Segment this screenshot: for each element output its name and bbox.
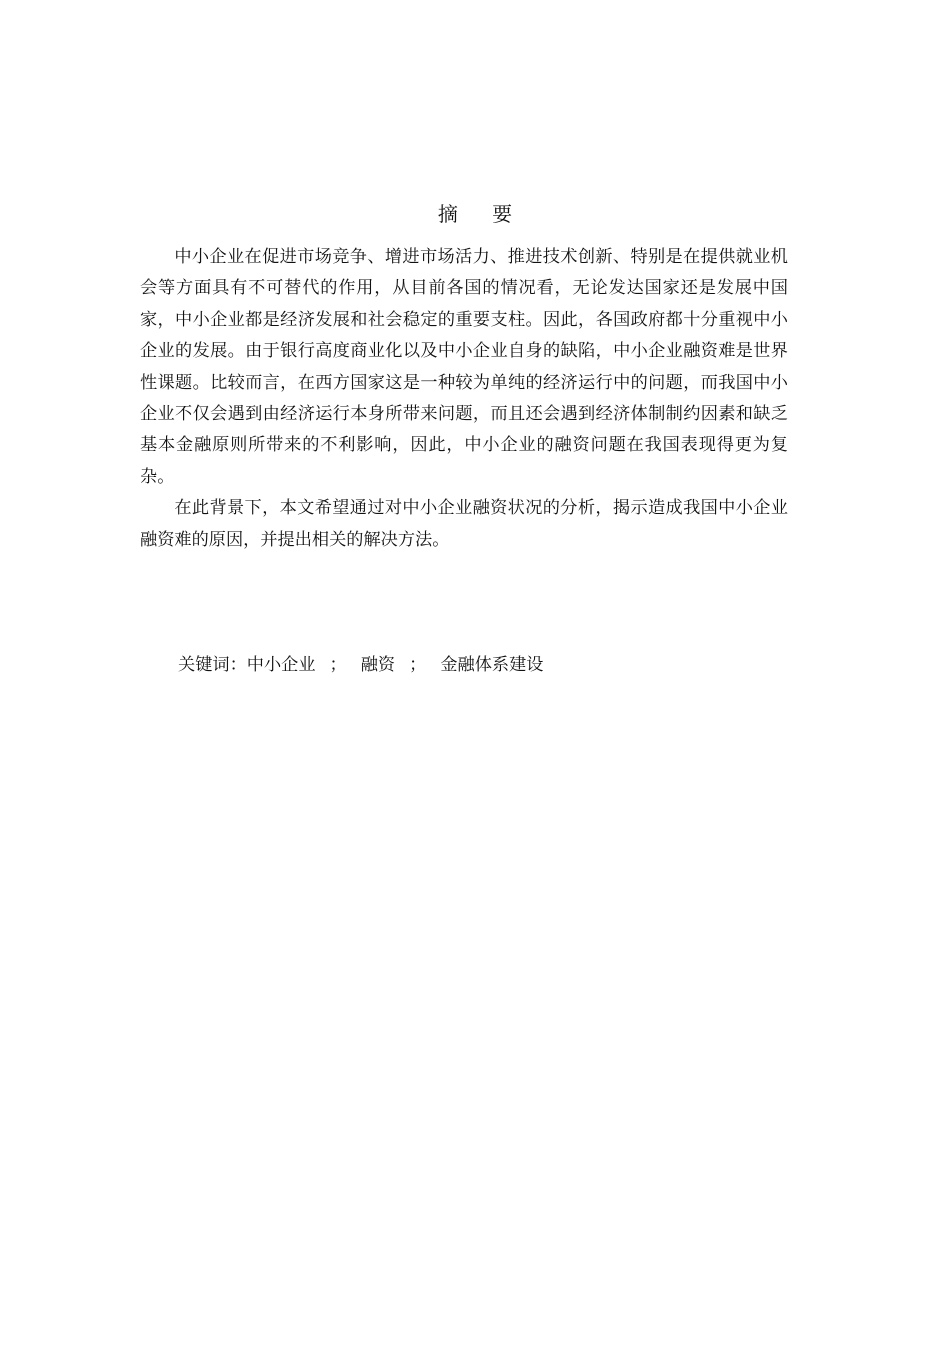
keyword-separator: ；: [329, 655, 347, 675]
abstract-body: [140, 242, 788, 556]
abstract-paragraph-1: 中小企业在促进市场竞争、增进市场活力、推进技术创新、特别是在提供就业机会等方面具有不可替代的作用，从目前各国的情况看，无论发达国家还是发展中国家，中小企业都是经济发展和社会稳定的重要支柱。因此，各国政府都十分重视中小企业的发展。由于银行高度商业化以及中小企业自身的缺陷，中小企业融资难是世界性课题。比较而言，在西方国家这是一种较为单纯的经济运行中的问题，而我国中小企业不仅会遇到由经济运行本身所带来问题，而且还会遇到经济体制制约因素和缺乏基本金融原则所带来的不利影响，因此，中小企业的融资问题在我国表现得更为复杂。: [140, 247, 788, 487]
keyword-item: 中小企业: [246, 655, 316, 675]
abstract-paragraph-2: 在此背景下，本文希望通过对中小企业融资状况的分析，揭示造成我国中小企业融资难的原因，并提出相关的解决方法。: [140, 498, 788, 550]
abstract-title: 摘 要: [437, 202, 527, 226]
keyword-separator: ；: [409, 655, 427, 675]
keyword-item: 金融体系建设: [440, 655, 544, 675]
keywords-label: 关键词：: [178, 655, 247, 675]
keywords-line: [178, 650, 543, 680]
keyword-item: 融资: [360, 655, 396, 675]
